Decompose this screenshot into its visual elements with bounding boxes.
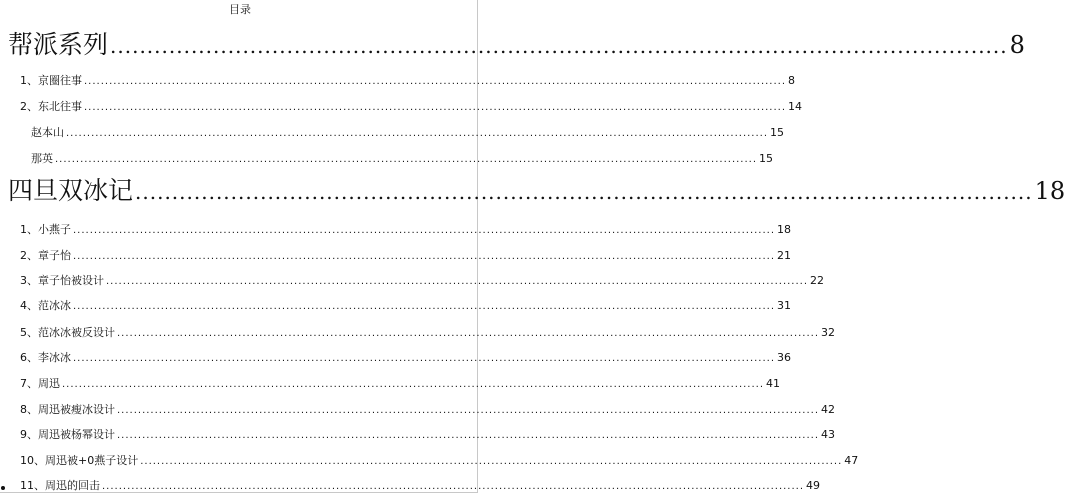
- toc-entry[interactable]: [20, 326, 836, 341]
- toc-entry-section[interactable]: [8, 30, 1025, 61]
- toc-entry[interactable]: [20, 223, 792, 238]
- toc-entry-section[interactable]: [8, 176, 1065, 207]
- toc-entry[interactable]: [20, 454, 859, 469]
- toc-dot-leader: ..........................................................................................................................: [135, 180, 1033, 204]
- toc-entry-page: 21: [777, 249, 792, 262]
- toc-entry-label: 8、周迅被瘦冰设计: [20, 403, 115, 416]
- toc-entry[interactable]: [20, 428, 836, 443]
- toc-dot-leader: ........................................................................................................................................................................: [73, 251, 776, 262]
- page-corner-marker: [1, 486, 5, 490]
- toc-entry-page: 43: [821, 428, 836, 441]
- toc-entry-page: 18: [777, 223, 792, 236]
- toc-entry-page: 8: [1009, 31, 1025, 59]
- toc-entry-label: 赵本山: [31, 126, 64, 139]
- toc-entry-page: 15: [770, 126, 785, 139]
- toc-dot-leader: ........................................................................................................................................................................: [73, 301, 776, 312]
- toc-dot-leader: ........................................................................................................................................................................: [62, 379, 765, 390]
- toc-entry-label: 9、周迅被杨幂设计: [20, 428, 115, 441]
- toc-entry-page: 22: [810, 274, 825, 287]
- toc-entry[interactable]: [31, 126, 785, 141]
- toc-entry-label: 帮派系列: [8, 30, 109, 59]
- toc-dot-leader: ........................................................................................................................................................................: [84, 102, 787, 113]
- toc-entry[interactable]: [20, 351, 792, 366]
- toc-entry-page: 32: [821, 326, 836, 339]
- toc-dot-leader: ........................................................................................................................................................................: [106, 276, 809, 287]
- toc-entry-page: 18: [1034, 177, 1065, 205]
- toc-entry-page: 36: [777, 351, 792, 364]
- toc-entry[interactable]: [20, 479, 821, 494]
- toc-dot-leader: ........................................................................................................................................................................: [66, 128, 769, 139]
- toc-entry-label: 11、周迅的回击: [20, 479, 100, 492]
- toc-entry[interactable]: [20, 100, 803, 115]
- toc-dot-leader: ..........................................................................................................................: [110, 34, 1008, 58]
- toc-entry-label: 10、周迅被+0燕子设计: [20, 454, 139, 467]
- toc-entry-label: 那英: [31, 152, 53, 165]
- toc-dot-leader: ........................................................................................................................................................................: [140, 456, 843, 467]
- toc-entry[interactable]: [20, 299, 792, 314]
- toc-entry-label: 2、章子怡: [20, 249, 71, 262]
- toc-dot-leader: ........................................................................................................................................................................: [117, 430, 820, 441]
- toc-dot-leader: ........................................................................................................................................................................: [73, 353, 776, 364]
- toc-entry-label: 6、李冰冰: [20, 351, 71, 364]
- toc-entry-label: 1、小燕子: [20, 223, 71, 236]
- toc-entry-page: 8: [788, 74, 796, 87]
- toc-entry-label: 1、京圈往事: [20, 74, 82, 87]
- toc-entry-label: 2、东北往事: [20, 100, 82, 113]
- toc-entry-page: 47: [844, 454, 859, 467]
- toc-entry[interactable]: [20, 249, 792, 264]
- toc-entry[interactable]: [20, 274, 825, 289]
- toc-entry-page: 42: [821, 403, 836, 416]
- toc-entry[interactable]: [20, 403, 836, 418]
- toc-entry-page: 15: [759, 152, 774, 165]
- toc-dot-leader: ........................................................................................................................................................................: [117, 405, 820, 416]
- toc-entry-label: 7、周迅: [20, 377, 60, 390]
- toc-entry[interactable]: [31, 152, 774, 167]
- toc-entry[interactable]: [20, 74, 796, 89]
- toc-entry-label: 4、范冰冰: [20, 299, 71, 312]
- toc-dot-leader: ........................................................................................................................................................................: [73, 225, 776, 236]
- toc-entry-label: 3、章子怡被设计: [20, 274, 104, 287]
- toc-entry[interactable]: [20, 377, 781, 392]
- toc-dot-leader: ........................................................................................................................................................................: [84, 76, 787, 87]
- toc-entry-page: 14: [788, 100, 803, 113]
- toc-entry-label: 5、范冰冰被反设计: [20, 326, 115, 339]
- toc-entry-label: 四旦双冰记: [8, 176, 134, 205]
- document-title: 目录: [229, 3, 251, 16]
- toc-entry-page: 49: [806, 479, 821, 492]
- toc-dot-leader: ........................................................................................................................................................................: [117, 328, 820, 339]
- toc-dot-leader: ........................................................................................................................................................................: [102, 481, 805, 492]
- toc-entry-page: 31: [777, 299, 792, 312]
- toc-entry-page: 41: [766, 377, 781, 390]
- toc-dot-leader: ........................................................................................................................................................................: [55, 154, 758, 165]
